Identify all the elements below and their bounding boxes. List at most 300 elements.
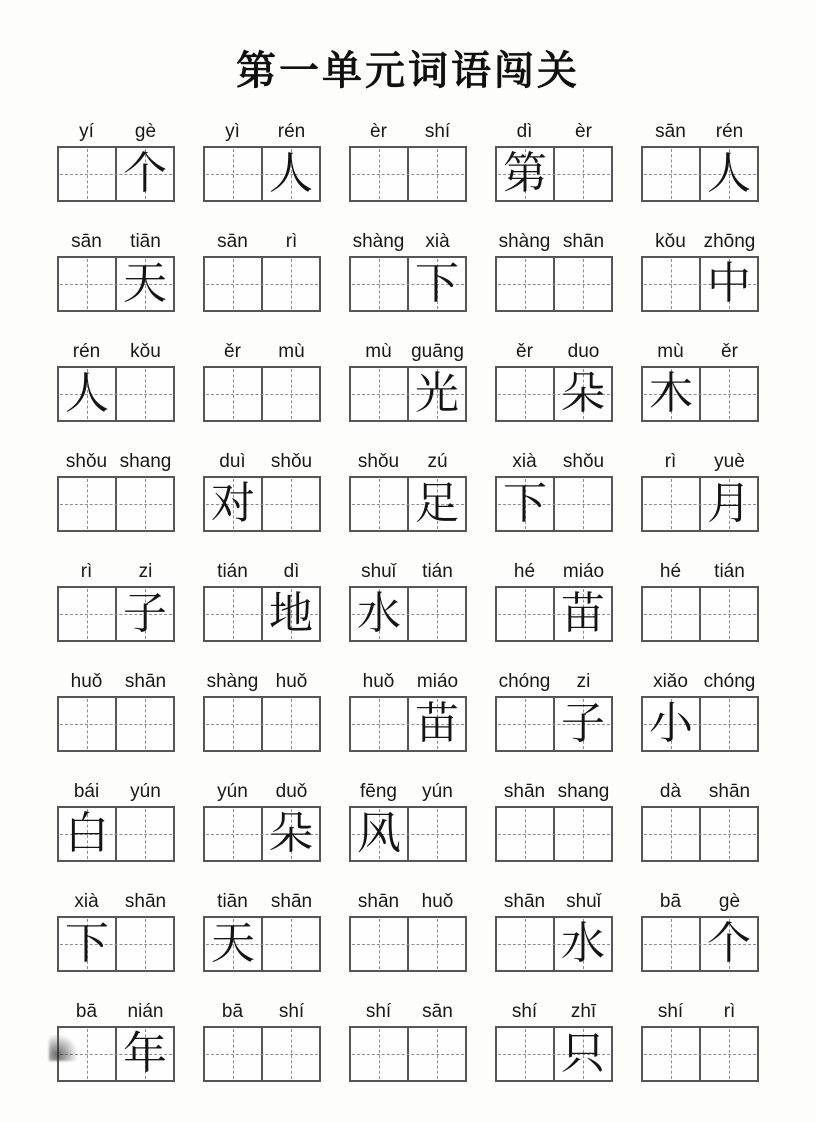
writing-cell [117,1028,173,1080]
word-group [641,116,759,202]
pinyin-label [349,666,467,696]
pinyin-syllable: huǒ [421,891,454,912]
word-group [57,336,175,422]
writing-box [57,256,175,312]
word-group [641,776,759,862]
cell-character: 月 [707,478,751,529]
pinyin-syllable: tiān [130,231,161,252]
pinyin-syllable: yún [217,781,248,802]
pinyin-label [349,116,467,146]
pinyin-label [641,336,759,366]
writing-box [495,146,613,202]
word-group [495,446,613,532]
word-group [495,336,613,422]
writing-cell [555,258,611,310]
writing-cell [409,918,465,970]
writing-cell [351,478,409,530]
pinyin-syllable: hé [513,561,536,582]
writing-cell [701,148,757,200]
writing-box [641,256,759,312]
pinyin-label [349,556,467,586]
pinyin-syllable: shàng [206,671,259,692]
word-group [57,666,175,752]
pinyin-syllable: bái [73,781,100,802]
pinyin-label [349,226,467,256]
writing-box [349,806,467,862]
pinyin-syllable: rì [80,561,93,582]
writing-cell [351,368,409,420]
pinyin-syllable: shān [503,891,546,912]
pinyin-label [495,776,613,806]
page-title: 第一单元词语闯关 [236,49,580,93]
writing-box [349,916,467,972]
word-group [641,886,759,972]
word-group [495,776,613,862]
cell-character: 天 [123,258,167,309]
word-group [203,556,321,642]
writing-box [495,476,613,532]
pinyin-syllable: shàng [352,231,405,252]
pinyin-label [641,996,759,1026]
cell-character: 朵 [561,368,605,419]
pinyin-syllable: shuǐ [361,561,396,582]
pinyin-label [57,556,175,586]
writing-cell [409,588,465,640]
writing-cell [205,698,263,750]
cell-character: 苗 [561,588,605,639]
pinyin-syllable: shān [124,671,167,692]
pinyin-label [495,446,613,476]
pinyin-syllable: gè [134,121,157,142]
cell-character: 人 [707,148,751,199]
pinyin-syllable: zhī [570,1001,597,1022]
word-group [641,996,759,1082]
pinyin-label [641,226,759,256]
word-group [203,666,321,752]
word-group [203,226,321,312]
pinyin-syllable: shí [365,1001,392,1022]
writing-cell [205,478,263,530]
word-row [57,776,759,862]
cell-character: 天 [211,918,255,969]
pinyin-syllable: yún [130,781,161,802]
writing-box [203,256,321,312]
writing-cell [351,588,409,640]
cell-character: 只 [561,1028,605,1079]
writing-cell [701,258,757,310]
pinyin-syllable: mù [657,341,684,362]
writing-cell [701,808,757,860]
writing-cell [555,1028,611,1080]
pinyin-syllable: shí [278,1001,305,1022]
pinyin-syllable: èr [575,121,592,142]
pinyin-syllable: shān [357,891,400,912]
pinyin-syllable: rì [285,231,298,252]
pinyin-syllable: shǒu [357,451,400,472]
pinyin-syllable: xià [74,891,99,912]
pinyin-syllable: xià [425,231,450,252]
writing-cell [263,478,319,530]
pinyin-syllable: zhōng [703,231,756,252]
writing-box [495,1026,613,1082]
writing-box [57,586,175,642]
writing-box [203,1026,321,1082]
writing-cell [497,148,555,200]
cell-character: 苗 [415,698,459,749]
writing-cell [497,478,555,530]
writing-cell [409,808,465,860]
writing-cell [701,588,757,640]
pinyin-syllable: huǒ [70,671,103,692]
pinyin-syllable: sān [422,1001,453,1022]
writing-cell [351,808,409,860]
pinyin-syllable: duì [219,451,246,472]
pinyin-syllable: chóng [498,671,551,692]
pinyin-label [203,336,321,366]
cell-character: 子 [123,588,167,639]
writing-cell [555,698,611,750]
writing-cell [409,368,465,420]
word-group [203,116,321,202]
pinyin-syllable: duǒ [275,781,308,802]
pinyin-syllable: gè [718,891,741,912]
pinyin-syllable: sān [655,121,686,142]
pinyin-label [641,776,759,806]
writing-cell [555,808,611,860]
writing-box [495,806,613,862]
pinyin-label [641,556,759,586]
cell-character: 足 [415,478,459,529]
writing-box [495,916,613,972]
word-row [57,886,759,972]
writing-cell [59,588,117,640]
pinyin-syllable: shān [270,891,313,912]
word-group [349,886,467,972]
writing-cell [643,368,701,420]
pinyin-label [641,666,759,696]
word-group [349,996,467,1082]
writing-box [495,256,613,312]
pinyin-syllable: shān [708,781,751,802]
writing-cell [263,148,319,200]
writing-cell [205,808,263,860]
pinyin-syllable: rì [664,451,677,472]
writing-cell [555,368,611,420]
writing-cell [117,698,173,750]
pinyin-label [203,226,321,256]
writing-cell [263,698,319,750]
cell-character: 风 [357,808,401,859]
pinyin-syllable: shang [557,781,610,802]
writing-cell [409,258,465,310]
pinyin-label [349,336,467,366]
word-group [57,116,175,202]
cell-character: 中 [707,258,751,309]
writing-cell [497,368,555,420]
ink-smudge [49,1035,77,1061]
pinyin-label [495,116,613,146]
pinyin-syllable: zi [138,561,153,582]
writing-cell [59,918,117,970]
pinyin-label [203,116,321,146]
word-group [349,226,467,312]
writing-cell [555,148,611,200]
worksheet-grid [0,94,816,1082]
word-group [495,556,613,642]
cell-character: 白 [65,808,109,859]
writing-cell [409,478,465,530]
writing-cell [643,808,701,860]
word-row [57,116,759,202]
writing-cell [497,588,555,640]
pinyin-syllable: shǒu [65,451,108,472]
writing-cell [205,918,263,970]
pinyin-syllable: mù [365,341,392,362]
word-group [495,996,613,1082]
writing-cell [205,1028,263,1080]
writing-cell [59,478,117,530]
cell-character: 人 [269,148,313,199]
pinyin-syllable: yì [225,121,240,142]
writing-box [57,476,175,532]
pinyin-label [495,336,613,366]
writing-box [641,476,759,532]
pinyin-label [57,226,175,256]
pinyin-label [203,666,321,696]
cell-character: 下 [503,478,547,529]
word-group [495,886,613,972]
writing-cell [643,588,701,640]
pinyin-syllable: shí [657,1001,684,1022]
pinyin-syllable: yuè [714,451,745,472]
pinyin-syllable: kǒu [655,231,686,252]
pinyin-syllable: xià [512,451,537,472]
pinyin-syllable: tián [422,561,453,582]
pinyin-syllable: zi [576,671,591,692]
pinyin-label [57,116,175,146]
word-row [57,666,759,752]
pinyin-syllable: rì [723,1001,736,1022]
pinyin-syllable: ěr [224,341,241,362]
writing-cell [205,368,263,420]
pinyin-syllable: dà [659,781,682,802]
writing-box [495,696,613,752]
writing-box [641,1026,759,1082]
pinyin-syllable: duo [567,341,600,362]
writing-cell [117,478,173,530]
cell-character: 水 [561,918,605,969]
word-group [641,226,759,312]
word-row [57,226,759,312]
pinyin-syllable: rén [715,121,744,142]
pinyin-syllable: shí [511,1001,538,1022]
pinyin-syllable: shān [124,891,167,912]
word-row [57,556,759,642]
writing-box [349,586,467,642]
writing-box [203,916,321,972]
pinyin-syllable: shān [562,231,605,252]
writing-cell [497,808,555,860]
writing-cell [555,588,611,640]
writing-cell [59,808,117,860]
writing-cell [497,698,555,750]
word-group [57,556,175,642]
word-group [349,336,467,422]
pinyin-syllable: shǒu [270,451,313,472]
writing-box [641,916,759,972]
cell-character: 个 [707,918,751,969]
pinyin-label [349,996,467,1026]
pinyin-syllable: shǒu [562,451,605,472]
pinyin-syllable: miáo [562,561,605,582]
pinyin-label [57,996,175,1026]
writing-cell [555,918,611,970]
pinyin-syllable: dì [283,561,300,582]
word-group [203,446,321,532]
pinyin-syllable: hé [659,561,682,582]
word-group [641,446,759,532]
writing-cell [59,698,117,750]
pinyin-label [203,446,321,476]
word-group [203,776,321,862]
writing-cell [59,368,117,420]
pinyin-label [495,226,613,256]
word-group [203,996,321,1082]
pinyin-label [203,996,321,1026]
writing-box [57,806,175,862]
writing-cell [205,258,263,310]
pinyin-syllable: nián [127,1001,164,1022]
pinyin-label [495,666,613,696]
pinyin-syllable: mù [278,341,305,362]
word-group [349,666,467,752]
writing-box [203,806,321,862]
pinyin-syllable: rén [277,121,306,142]
cell-character: 人 [65,368,109,419]
pinyin-syllable: shuǐ [566,891,601,912]
writing-cell [701,1028,757,1080]
writing-cell [351,1028,409,1080]
writing-cell [497,258,555,310]
pinyin-syllable: bā [221,1001,244,1022]
cell-character: 下 [65,918,109,969]
writing-cell [205,588,263,640]
pinyin-label [57,886,175,916]
writing-box [641,696,759,752]
pinyin-syllable: chóng [703,671,756,692]
writing-cell [701,478,757,530]
pinyin-syllable: tián [714,561,745,582]
writing-box [57,146,175,202]
writing-cell [409,698,465,750]
pinyin-syllable: dì [516,121,533,142]
pinyin-syllable: huǒ [275,671,308,692]
pinyin-label [203,556,321,586]
writing-cell [701,368,757,420]
word-group [57,226,175,312]
word-group [641,666,759,752]
writing-cell [409,148,465,200]
pinyin-syllable: shang [119,451,172,472]
writing-box [349,256,467,312]
writing-cell [701,918,757,970]
writing-cell [117,258,173,310]
writing-cell [351,698,409,750]
cell-character: 下 [415,258,459,309]
cell-character: 第 [503,148,547,199]
cell-character: 个 [123,148,167,199]
writing-cell [117,918,173,970]
writing-box [203,476,321,532]
cell-character: 对 [211,478,255,529]
pinyin-syllable: guāng [411,341,464,362]
writing-cell [497,1028,555,1080]
word-group [203,336,321,422]
writing-box [349,1026,467,1082]
cell-character: 水 [357,588,401,639]
word-row [57,446,759,532]
cell-character: 小 [649,698,693,749]
writing-cell [497,918,555,970]
writing-box [641,586,759,642]
writing-box [203,366,321,422]
word-row [57,996,759,1082]
writing-cell [263,808,319,860]
pinyin-syllable: yí [79,121,94,142]
pinyin-syllable: bā [659,891,682,912]
pinyin-label [57,336,175,366]
pinyin-label [57,446,175,476]
pinyin-syllable: kǒu [130,341,161,362]
word-group [641,336,759,422]
cell-character: 朵 [269,808,313,859]
writing-box [57,366,175,422]
writing-box [203,146,321,202]
writing-cell [263,1028,319,1080]
pinyin-label [495,996,613,1026]
pinyin-syllable: èr [370,121,387,142]
writing-cell [59,258,117,310]
pinyin-syllable: huǒ [362,671,395,692]
writing-cell [117,588,173,640]
pinyin-syllable: zú [427,451,448,472]
writing-box [57,696,175,752]
writing-box [495,366,613,422]
writing-box [641,806,759,862]
pinyin-syllable: yún [422,781,453,802]
pinyin-syllable: miáo [416,671,459,692]
writing-cell [409,1028,465,1080]
writing-cell [643,918,701,970]
word-group [57,886,175,972]
word-group [495,666,613,752]
pinyin-label [57,666,175,696]
pinyin-syllable: tiān [217,891,248,912]
pinyin-syllable: shān [503,781,546,802]
word-group [349,446,467,532]
cell-character: 地 [269,588,313,639]
writing-cell [117,368,173,420]
pinyin-label [349,776,467,806]
pinyin-label [203,776,321,806]
pinyin-syllable: ěr [721,341,738,362]
writing-cell [263,588,319,640]
cell-character: 光 [415,368,459,419]
pinyin-syllable: shí [424,121,451,142]
writing-cell [643,478,701,530]
pinyin-syllable: sān [217,231,248,252]
pinyin-label [495,886,613,916]
